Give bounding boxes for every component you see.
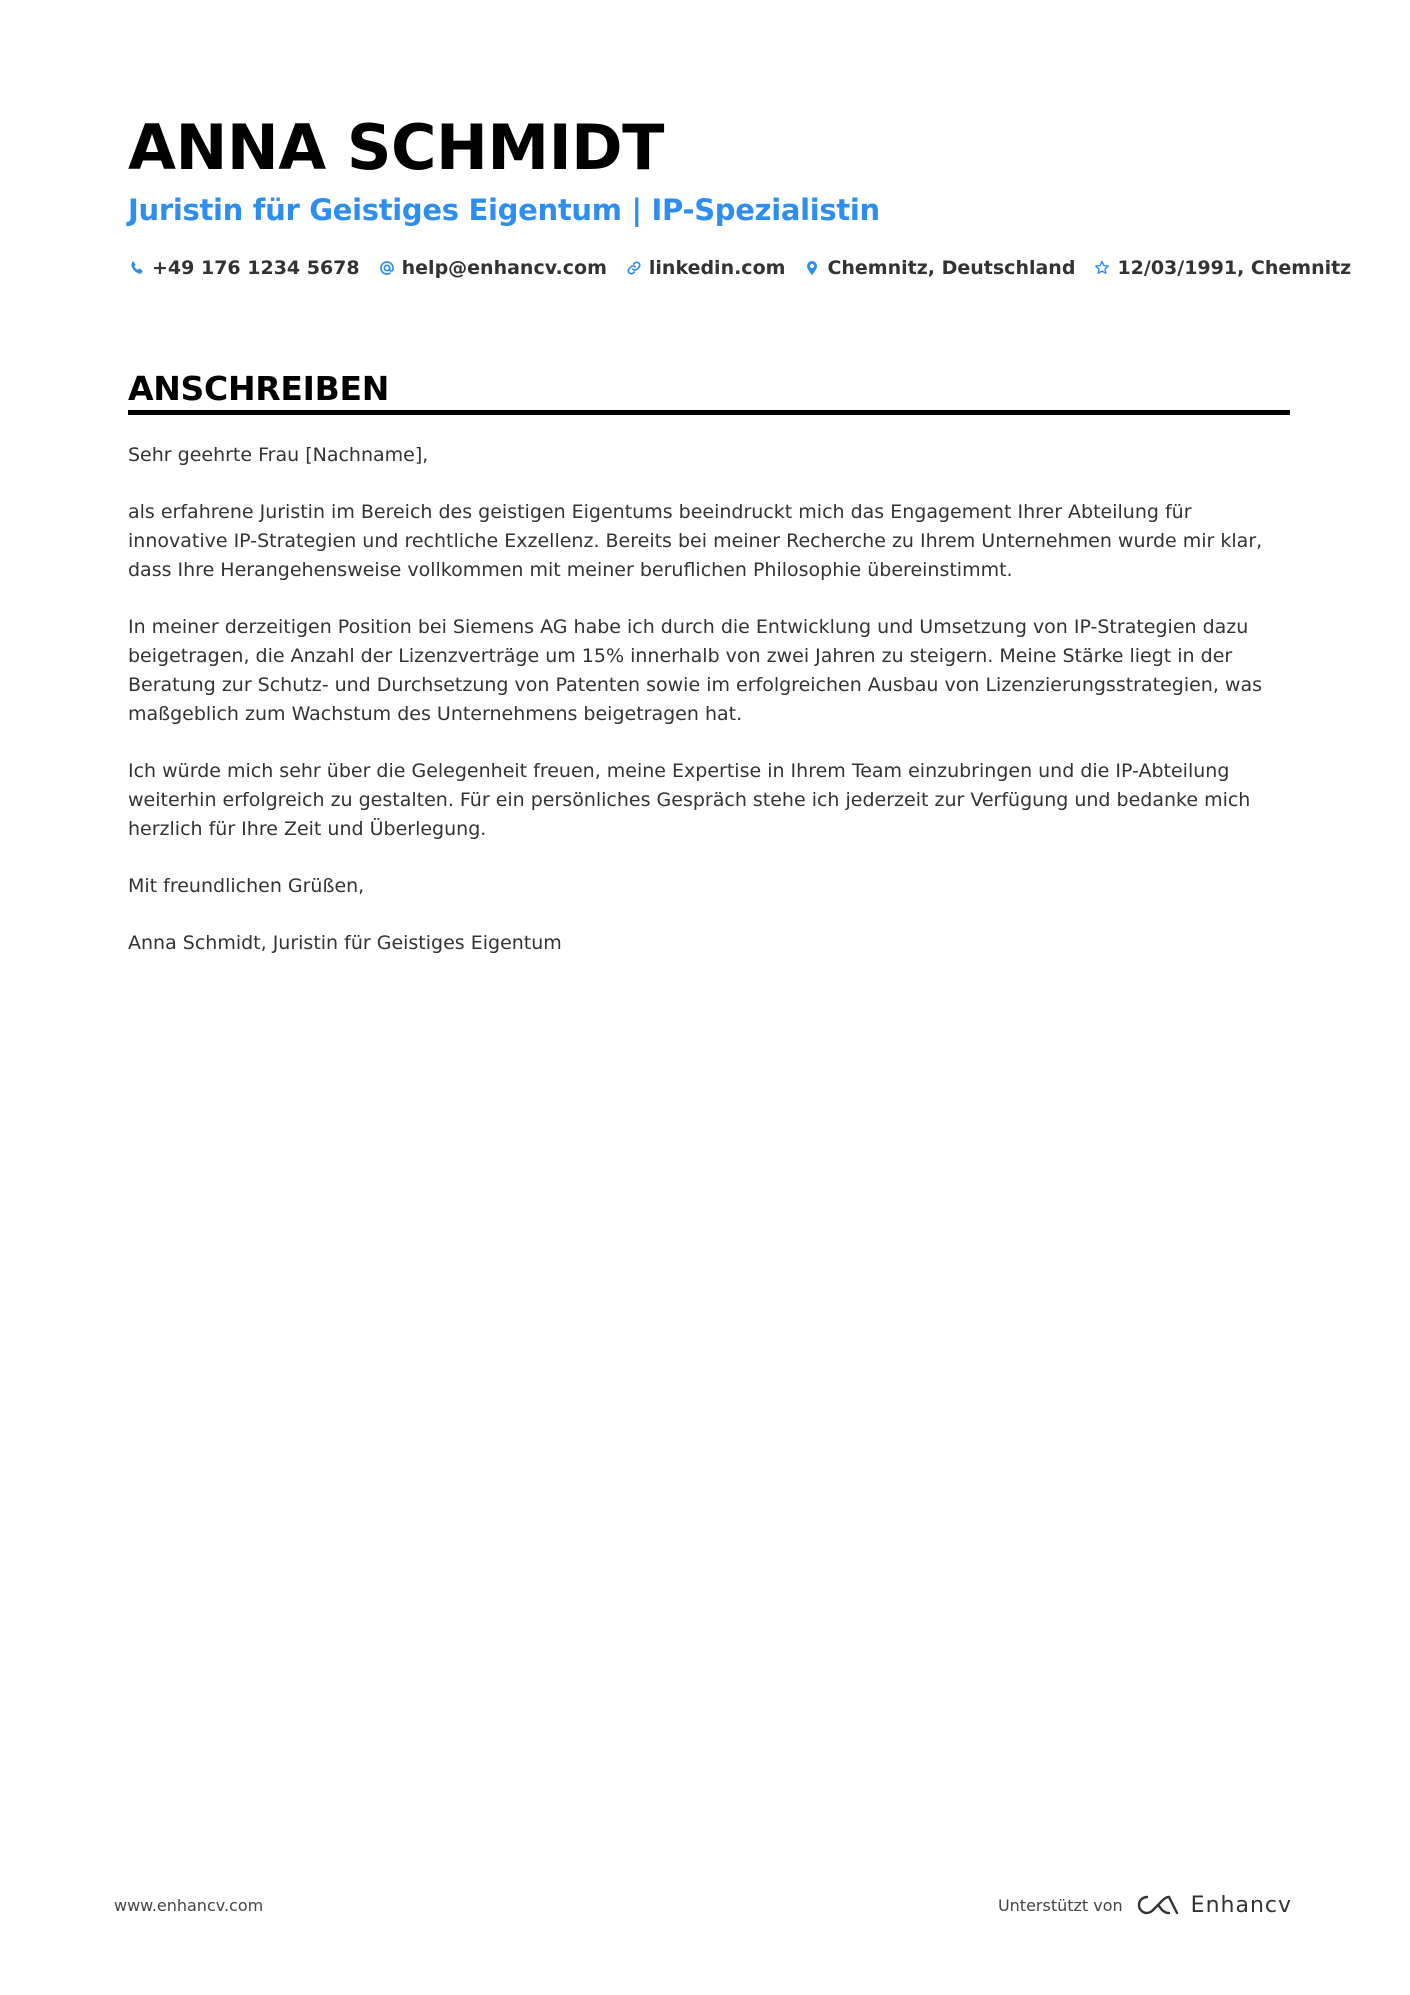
contact-birth-text: 12/03/1991, Chemnitz — [1117, 257, 1352, 279]
letter-body — [128, 441, 1290, 986]
contact-bar — [128, 252, 1369, 284]
link-icon — [625, 259, 643, 277]
at-icon — [378, 259, 396, 277]
contact-phone[interactable] — [128, 252, 360, 284]
letter-paragraph: als erfahrene Juristin im Bereich des geistigen Eigentums beeindruckt mich das Engagement Ihrer Abteilung für innovative IP-Strategien und rechtliche Exzellenz. Bereits bei meiner Recherche zu Ihrem Unternehmen wurde mir klar, dass Ihre Herangehensweise vollkommen mit meiner beruflichen Philosophie übereinstimmt. — [128, 501, 1263, 581]
job-title: Juristin für Geistiges Eigentum | IP-Spezialistin — [128, 193, 880, 227]
powered-by-label: Unterstützt von — [997, 1895, 1123, 1915]
contact-birth — [1093, 252, 1351, 284]
footer-website-link[interactable]: www.enhancv.com — [114, 1896, 264, 1915]
letter-paragraph: Ich würde mich sehr über die Gelegenheit freuen, meine Expertise in Ihrem Team einzubringen und die IP-Abteilung weiterhin erfolgreich zu gestalten. Für ein persönliches Gespräch stehe ich jederzeit zur Verfügung und bedanke mich herzlich für Ihre Zeit und Überlegung. — [128, 760, 1251, 840]
letter-salutation: Sehr geehrte Frau [Nachname], — [128, 444, 429, 466]
brand-name: Enhancv — [1190, 1892, 1292, 1918]
candidate-name: ANNA SCHMIDT — [128, 111, 664, 184]
contact-email-text: help@enhancv.com — [401, 257, 607, 279]
phone-icon — [128, 259, 146, 277]
letter-signature: Anna Schmidt, Juristin für Geistiges Eigentum — [128, 932, 562, 954]
location-pin-icon — [803, 259, 821, 277]
contact-linkedin-text: linkedin.com — [648, 257, 786, 279]
contact-phone-text: +49 176 1234 5678 — [152, 257, 360, 279]
contact-linkedin[interactable] — [625, 252, 786, 284]
star-icon — [1093, 259, 1111, 277]
letter-paragraph: In meiner derzeitigen Position bei Siemens AG habe ich durch die Entwicklung und Umsetzung von IP-Strategien dazu beigetragen, die Anzahl der Lizenzverträge um 15% innerhalb von zwei Jahren zu steigern. Meine Stärke liegt in der Beratung zur Schutz- und Durchsetzung von Patenten sowie im erfolgreichen Ausbau von Lizenzierungsstrategien, was maßgeblich zum Wachstum des Unternehmens beigetragen hat. — [128, 616, 1263, 725]
section-title: ANSCHREIBEN — [128, 369, 390, 408]
section-divider — [128, 410, 1290, 415]
footer-branding[interactable] — [998, 1890, 1292, 1920]
enhancv-logo-icon — [1135, 1893, 1181, 1917]
contact-email[interactable] — [378, 252, 607, 284]
letter-closing: Mit freundlichen Grüßen, — [128, 875, 365, 897]
contact-location — [803, 252, 1075, 284]
contact-location-text: Chemnitz, Deutschland — [827, 257, 1076, 279]
